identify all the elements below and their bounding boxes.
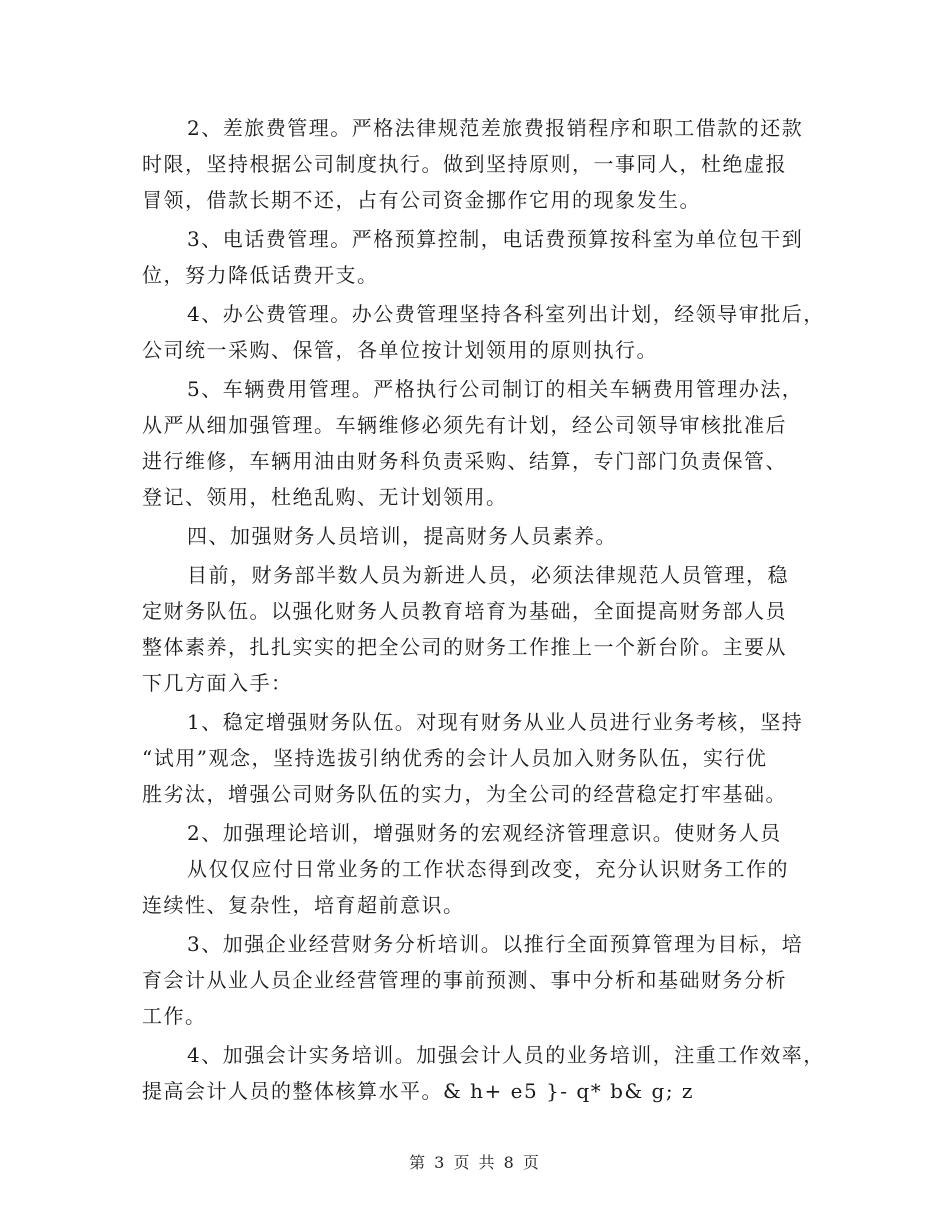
paragraph-line: 整体素养，扎扎实实的把全公司的财务工作推上一个新台阶。主要从 xyxy=(142,635,787,659)
paragraph-line: “试用”观念，坚持选拔引纳优秀的会计人员加入财务队伍，实行优 xyxy=(142,746,768,770)
paragraph-line: 定财务队伍。以强化财务人员教育培育为基础，全面提高财务部人员 xyxy=(142,599,787,623)
paragraph-line: 3、电话费管理。严格预算控制，电话费预算按科室为单位包干到 xyxy=(187,227,804,251)
paragraph-line: 从仅仅应付日常业务的工作状态得到改变，充分认识财务工作的 xyxy=(187,857,789,881)
paragraph-line: 公司统一采购、保管，各单位按计划领用的原则执行。 xyxy=(142,338,658,362)
paragraph-line: 1、稳定增强财务队伍。对现有财务从业人员进行业务考核，坚持 xyxy=(187,710,804,734)
paragraph-line: 4、办公费管理。办公费管理坚持各科室列出计划，经领导审批后， xyxy=(187,302,825,326)
paragraph-line: 育会计从业人员企业经营管理的事前预测、事中分析和基础财务分析 xyxy=(142,968,787,992)
paragraph-line: 连续性、复杂性，培育超前意识。 xyxy=(142,893,465,917)
paragraph-line: 下几方面入手： xyxy=(142,671,293,695)
paragraph-line: 4、加强会计实务培训。加强会计人员的业务培训，注重工作效率， xyxy=(187,1043,825,1067)
paragraph-line: 目前，财务部半数人员为新进人员，必须法律规范人员管理，稳 xyxy=(187,563,789,587)
paragraph-line: 时限，坚持根据公司制度执行。做到坚持原则，一事同人，杜绝虚报 xyxy=(142,152,787,176)
paragraph-line: 位，努力降低话费开支。 xyxy=(142,263,379,287)
paragraph-line: 提高会计人员的整体核算水平。& h+ e5 }- q* b& g; z xyxy=(142,1079,694,1103)
paragraph-line: 登记、领用，杜绝乱购、无计划领用。 xyxy=(142,485,508,509)
section-heading: 四、加强财务人员培训，提高财务人员素养。 xyxy=(187,524,617,548)
paragraph-line: 胜劣汰，增强公司财务队伍的实力，为全公司的经营稳定打牢基础。 xyxy=(142,782,787,806)
paragraph-line: 进行维修，车辆用油由财务科负责采购、结算，专门部门负责保管、 xyxy=(142,449,787,473)
paragraph-line: 2、差旅费管理。严格法律规范差旅费报销程序和职工借款的还款 xyxy=(187,116,804,140)
paragraph-line: 冒领，借款长期不还，占有公司资金挪作它用的现象发生。 xyxy=(142,188,701,212)
paragraph-line: 2、加强理论培训，增强财务的宏观经济管理意识。使财务人员 xyxy=(187,821,782,845)
page-number-footer: 第 3 页 共 8 页 xyxy=(409,1153,541,1172)
paragraph-line: 5、车辆费用管理。严格执行公司制订的相关车辆费用管理办法， xyxy=(187,377,804,401)
paragraph-line: 工作。 xyxy=(142,1004,207,1028)
paragraph-line: 从严从细加强管理。车辆维修必须先有计划，经公司领导审核批准后 xyxy=(142,413,787,437)
paragraph-line: 3、加强企业经营财务分析培训。以推行全面预算管理为目标，培 xyxy=(187,932,804,956)
